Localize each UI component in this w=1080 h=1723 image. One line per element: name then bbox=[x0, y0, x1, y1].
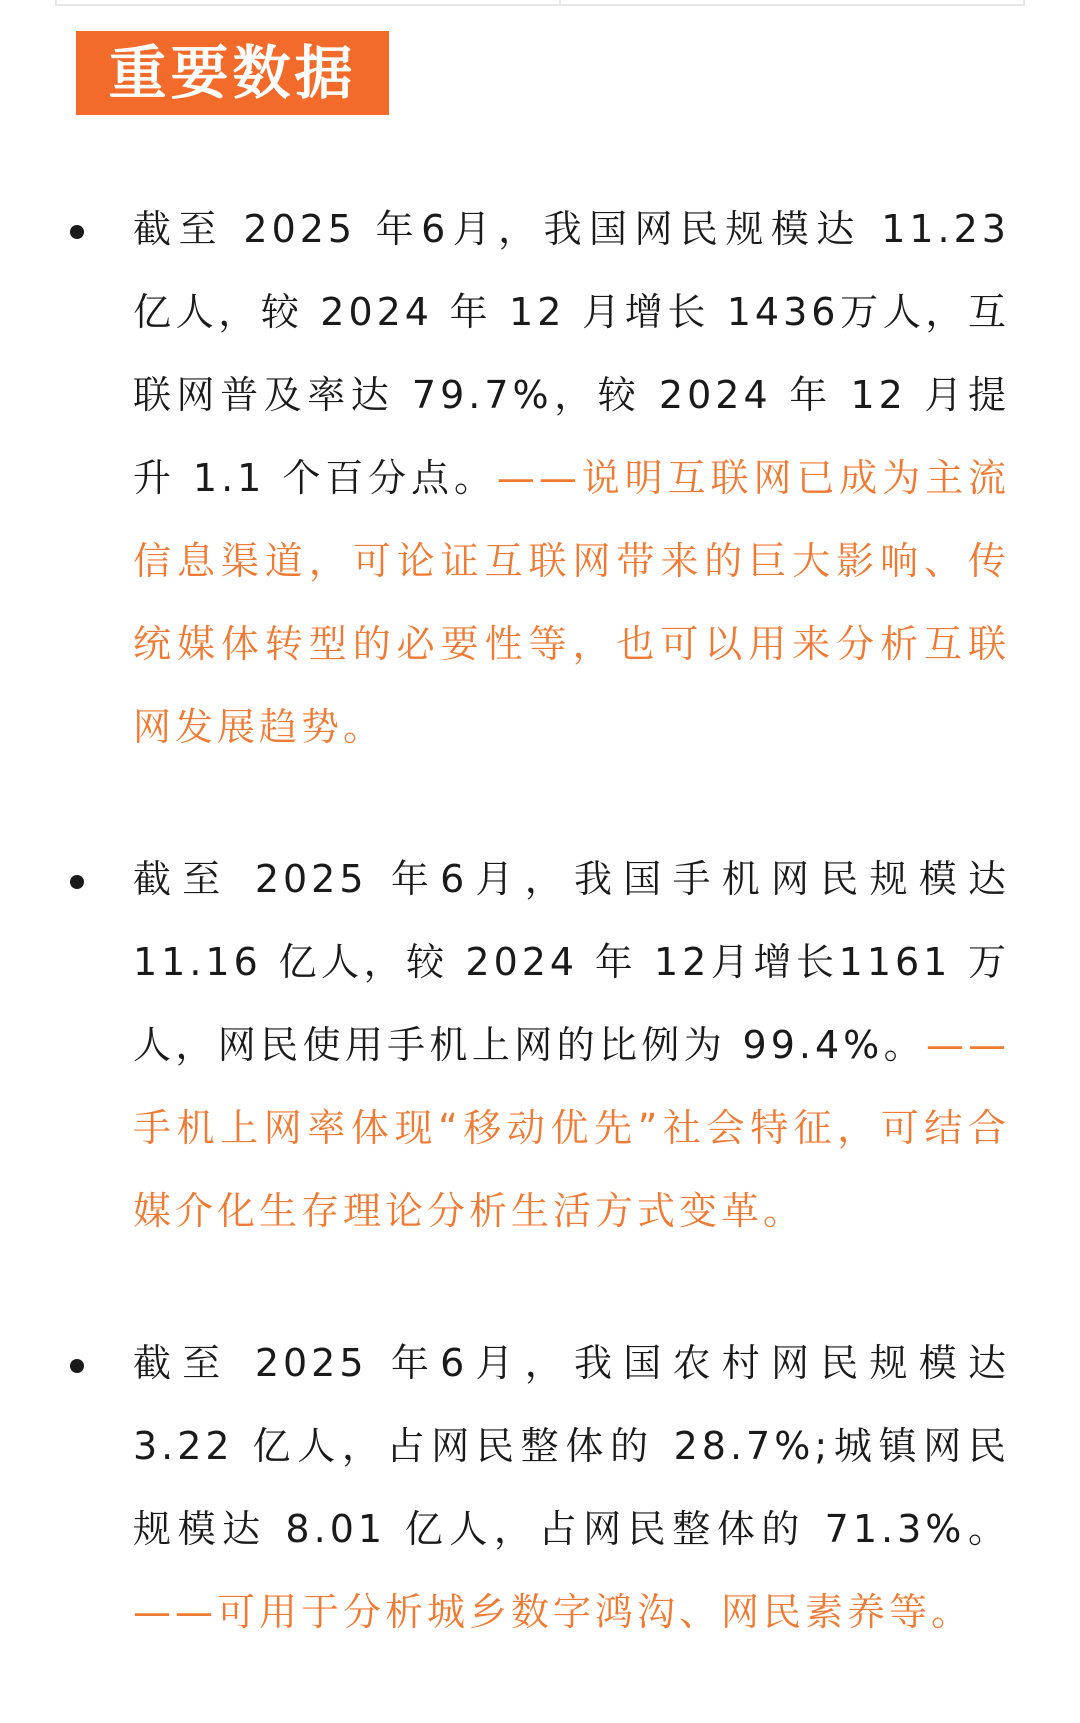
list-item bbox=[70, 188, 1010, 769]
item-text bbox=[133, 188, 1010, 769]
list-item bbox=[70, 838, 1010, 1253]
fact-text: 截至 2025 年6月，我国手机网民规模达 11.16 亿人，较 2024 年 12月增长1161 万人，网民使用手机上网的比例为 99.4%。 bbox=[133, 857, 1010, 1067]
top-table-edge bbox=[55, 0, 1025, 6]
list-item bbox=[70, 1322, 1010, 1654]
bullet-icon bbox=[70, 1359, 84, 1373]
data-list bbox=[70, 188, 1010, 1723]
analysis-note: ——说明互联网已成为主流信息渠道，可论证互联网带来的巨大影响、传统媒体转型的必要性等，也可以用来分析互联网发展趋势。 bbox=[133, 456, 1010, 749]
section-title: 重要数据 bbox=[76, 31, 389, 115]
fact-text: 截至 2025 年6月，我国农村网民规模达 3.22 亿人，占网民整体的 28.7%;城镇网民规模达 8.01 亿人，占网民整体的 71.3%。 bbox=[133, 1341, 1010, 1551]
analysis-note: ——可用于分析城乡数字鸿沟、网民素养等。 bbox=[133, 1590, 974, 1634]
table-divider bbox=[559, 0, 561, 6]
analysis-note: ——手机上网率体现“移动优先”社会特征，可结合媒介化生存理论分析生活方式变革。 bbox=[133, 1023, 1010, 1233]
fact-text: 截至 2025 年6月，我国网民规模达 11.23 亿人，较 2024 年 12 月增长 1436万人，互联网普及率达 79.7%，较 2024 年 12 月提升 1.1 个百分点。 bbox=[133, 207, 1010, 500]
bullet-icon bbox=[70, 225, 84, 239]
item-text bbox=[133, 1322, 1010, 1654]
item-text bbox=[133, 838, 1010, 1253]
bullet-icon bbox=[70, 875, 84, 889]
